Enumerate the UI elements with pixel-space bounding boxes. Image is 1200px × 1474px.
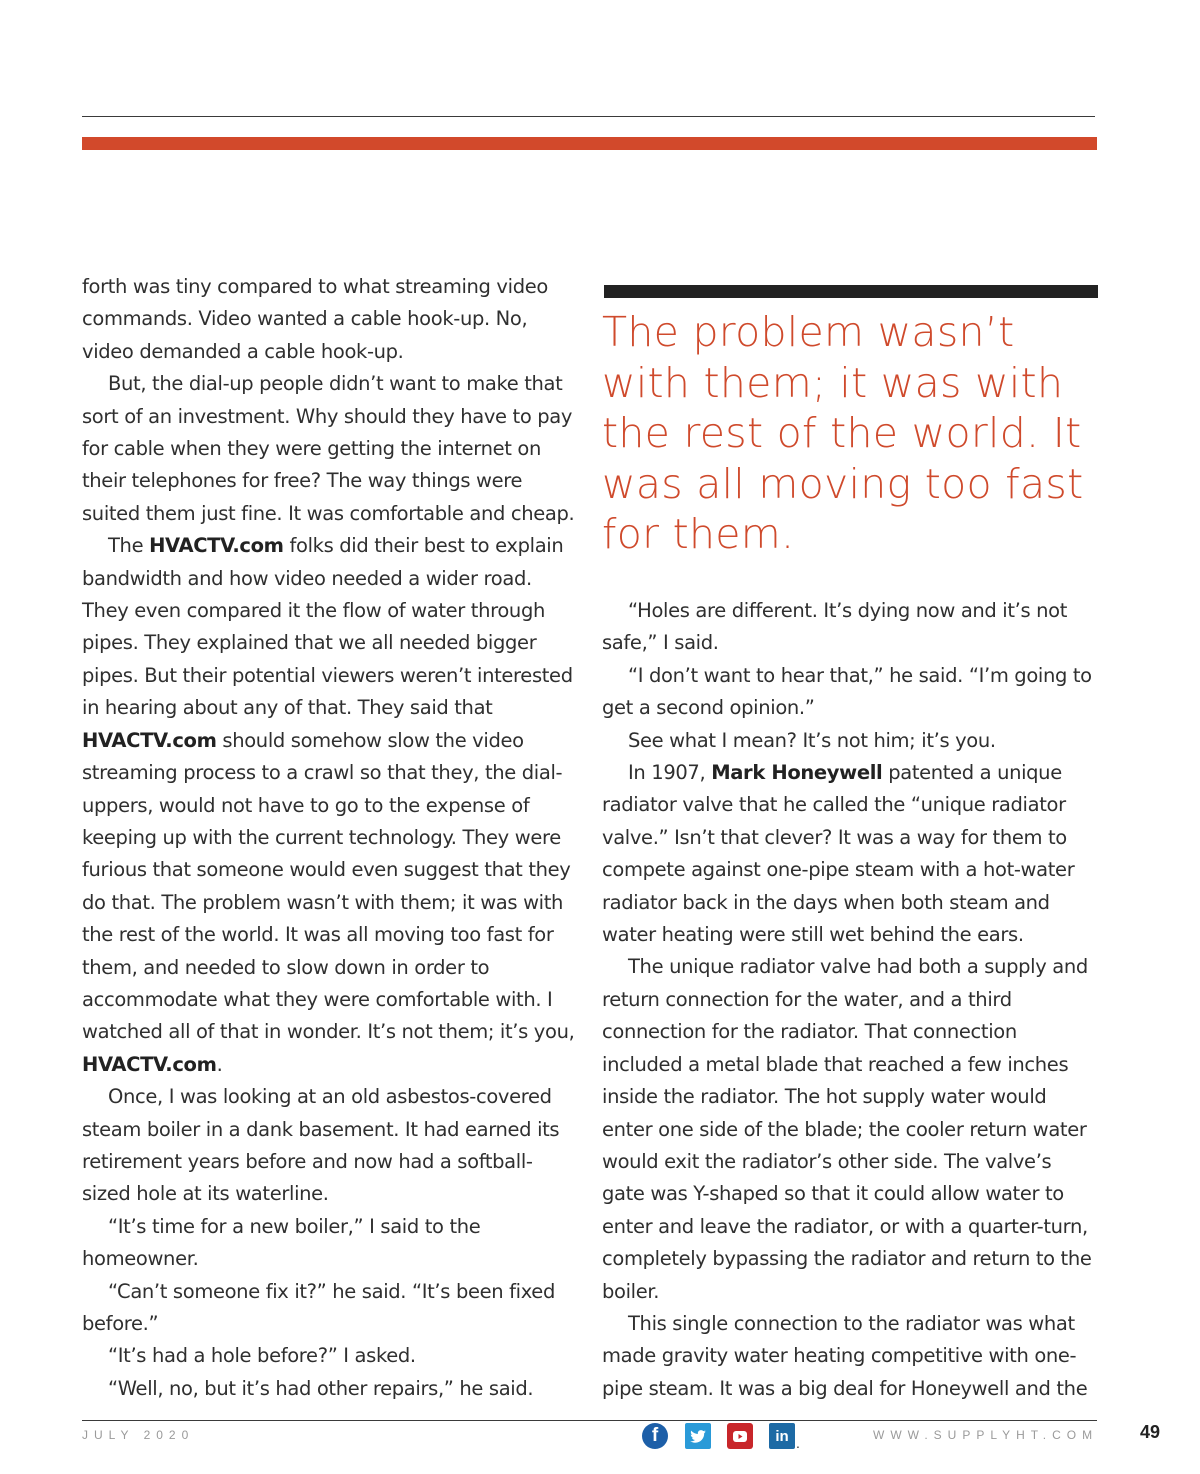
- paragraph: “I don’t want to hear that,” he said. “I’m going to get a second opinion.”: [602, 663, 1092, 720]
- header-accent-bar: [82, 137, 1097, 150]
- pull-quote: The problem wasn’t with them; it was with the rest of the world. It was all moving too fast for them.: [602, 308, 1084, 558]
- right-column: [602, 595, 1098, 1405]
- paragraph: forth was tiny compared to what streaming video commands. Video wanted a cable hook-up. No, video demanded a cable hook-up.: [82, 275, 548, 363]
- facebook-icon[interactable]: f: [642, 1423, 668, 1449]
- person-name: Mark Honeywell: [711, 761, 883, 785]
- paragraph: The HVACTV.com folks did their best to explain bandwidth and how video needed a wider road. They even compared it the flow of water through pipes. They explained that we all needed bigger pipes. But their potential viewers weren’t interested in hearing about any of that. They said that HVACTV.com should somehow slow the video streaming process to a crawl so that they, the dial-uppers, would not have to go to the expense of keeping up with the current technology. They were furious that someone would even suggest that they do that. The problem wasn’t with them; it was with the rest of the world. It was all moving too fast for them, and needed to slow down in order to accommodate what they were comfortable with. I watched all of that in wonder. It’s not them; it’s you, HVACTV.com.: [82, 534, 575, 1076]
- linkedin-icon[interactable]: in: [769, 1423, 795, 1449]
- paragraph: “It’s time for a new boiler,” I said to the homeowner.: [82, 1214, 481, 1271]
- paragraph: See what I mean? It’s not him; it’s you.: [628, 728, 996, 752]
- paragraph: “Can’t someone fix it?” he said. “It’s been fixed before.”: [82, 1279, 555, 1335]
- paragraph: Once, I was looking at an old asbestos-covered steam boiler in a dank basement. It had earned its retirement years before and now had a softball-sized hole at its waterline.: [82, 1085, 560, 1206]
- separator-dot: .: [796, 1435, 800, 1451]
- paragraph: This single connection to the radiator was what made gravity water heating competitive with one-pipe steam. It was a big deal for Honeywell and the: [602, 1311, 1088, 1400]
- paragraph: “It’s had a hole before?” I asked.: [108, 1344, 416, 1368]
- page-number: 49: [1140, 1422, 1161, 1442]
- site-name: HVACTV.com: [82, 1052, 217, 1076]
- site-name: HVACTV.com: [149, 534, 284, 558]
- paragraph: “Well, no, but it’s had other repairs,” he said.: [108, 1376, 534, 1400]
- issue-date: JULY 2020: [82, 1428, 195, 1442]
- left-column: [82, 271, 578, 1405]
- pull-quote-bar: [604, 285, 1098, 298]
- youtube-icon[interactable]: [727, 1423, 753, 1449]
- website-url[interactable]: WWW.SUPPLYHT.COM: [873, 1428, 1099, 1442]
- twitter-icon[interactable]: [685, 1423, 711, 1449]
- footer-rule: [82, 1420, 1097, 1421]
- paragraph: But, the dial-up people didn’t want to make that sort of an investment. Why should they have to pay for cable when they were getting the internet on their telephones for free? The way things were suited them just fine. It was comfortable and cheap.: [82, 372, 575, 525]
- paragraph: “Holes are different. It’s dying now and it’s not safe,” I said.: [602, 599, 1068, 655]
- paragraph: The unique radiator valve had both a supply and return connection for the water, and a third connection for the radiator. That connection included a metal blade that reached a few inches inside the radiator. The hot supply water would enter one side of the blade; the cooler return water would exit the radiator’s other side. The valve’s gate was Y-shaped so that it could allow water to enter and leave the radiator, or with a quarter-turn, completely bypassing the radiator and return to the boiler.: [602, 955, 1092, 1303]
- header-rule: [82, 116, 1095, 117]
- site-name: HVACTV.com: [82, 728, 217, 752]
- paragraph: In 1907, Mark Honeywell patented a unique radiator valve that he called the “unique radiator valve.” Isn’t that clever? It was a way for them to compete against one-pipe steam with a hot-water radiator back in the days when both steam and water heating were still wet behind the ears.: [602, 761, 1075, 947]
